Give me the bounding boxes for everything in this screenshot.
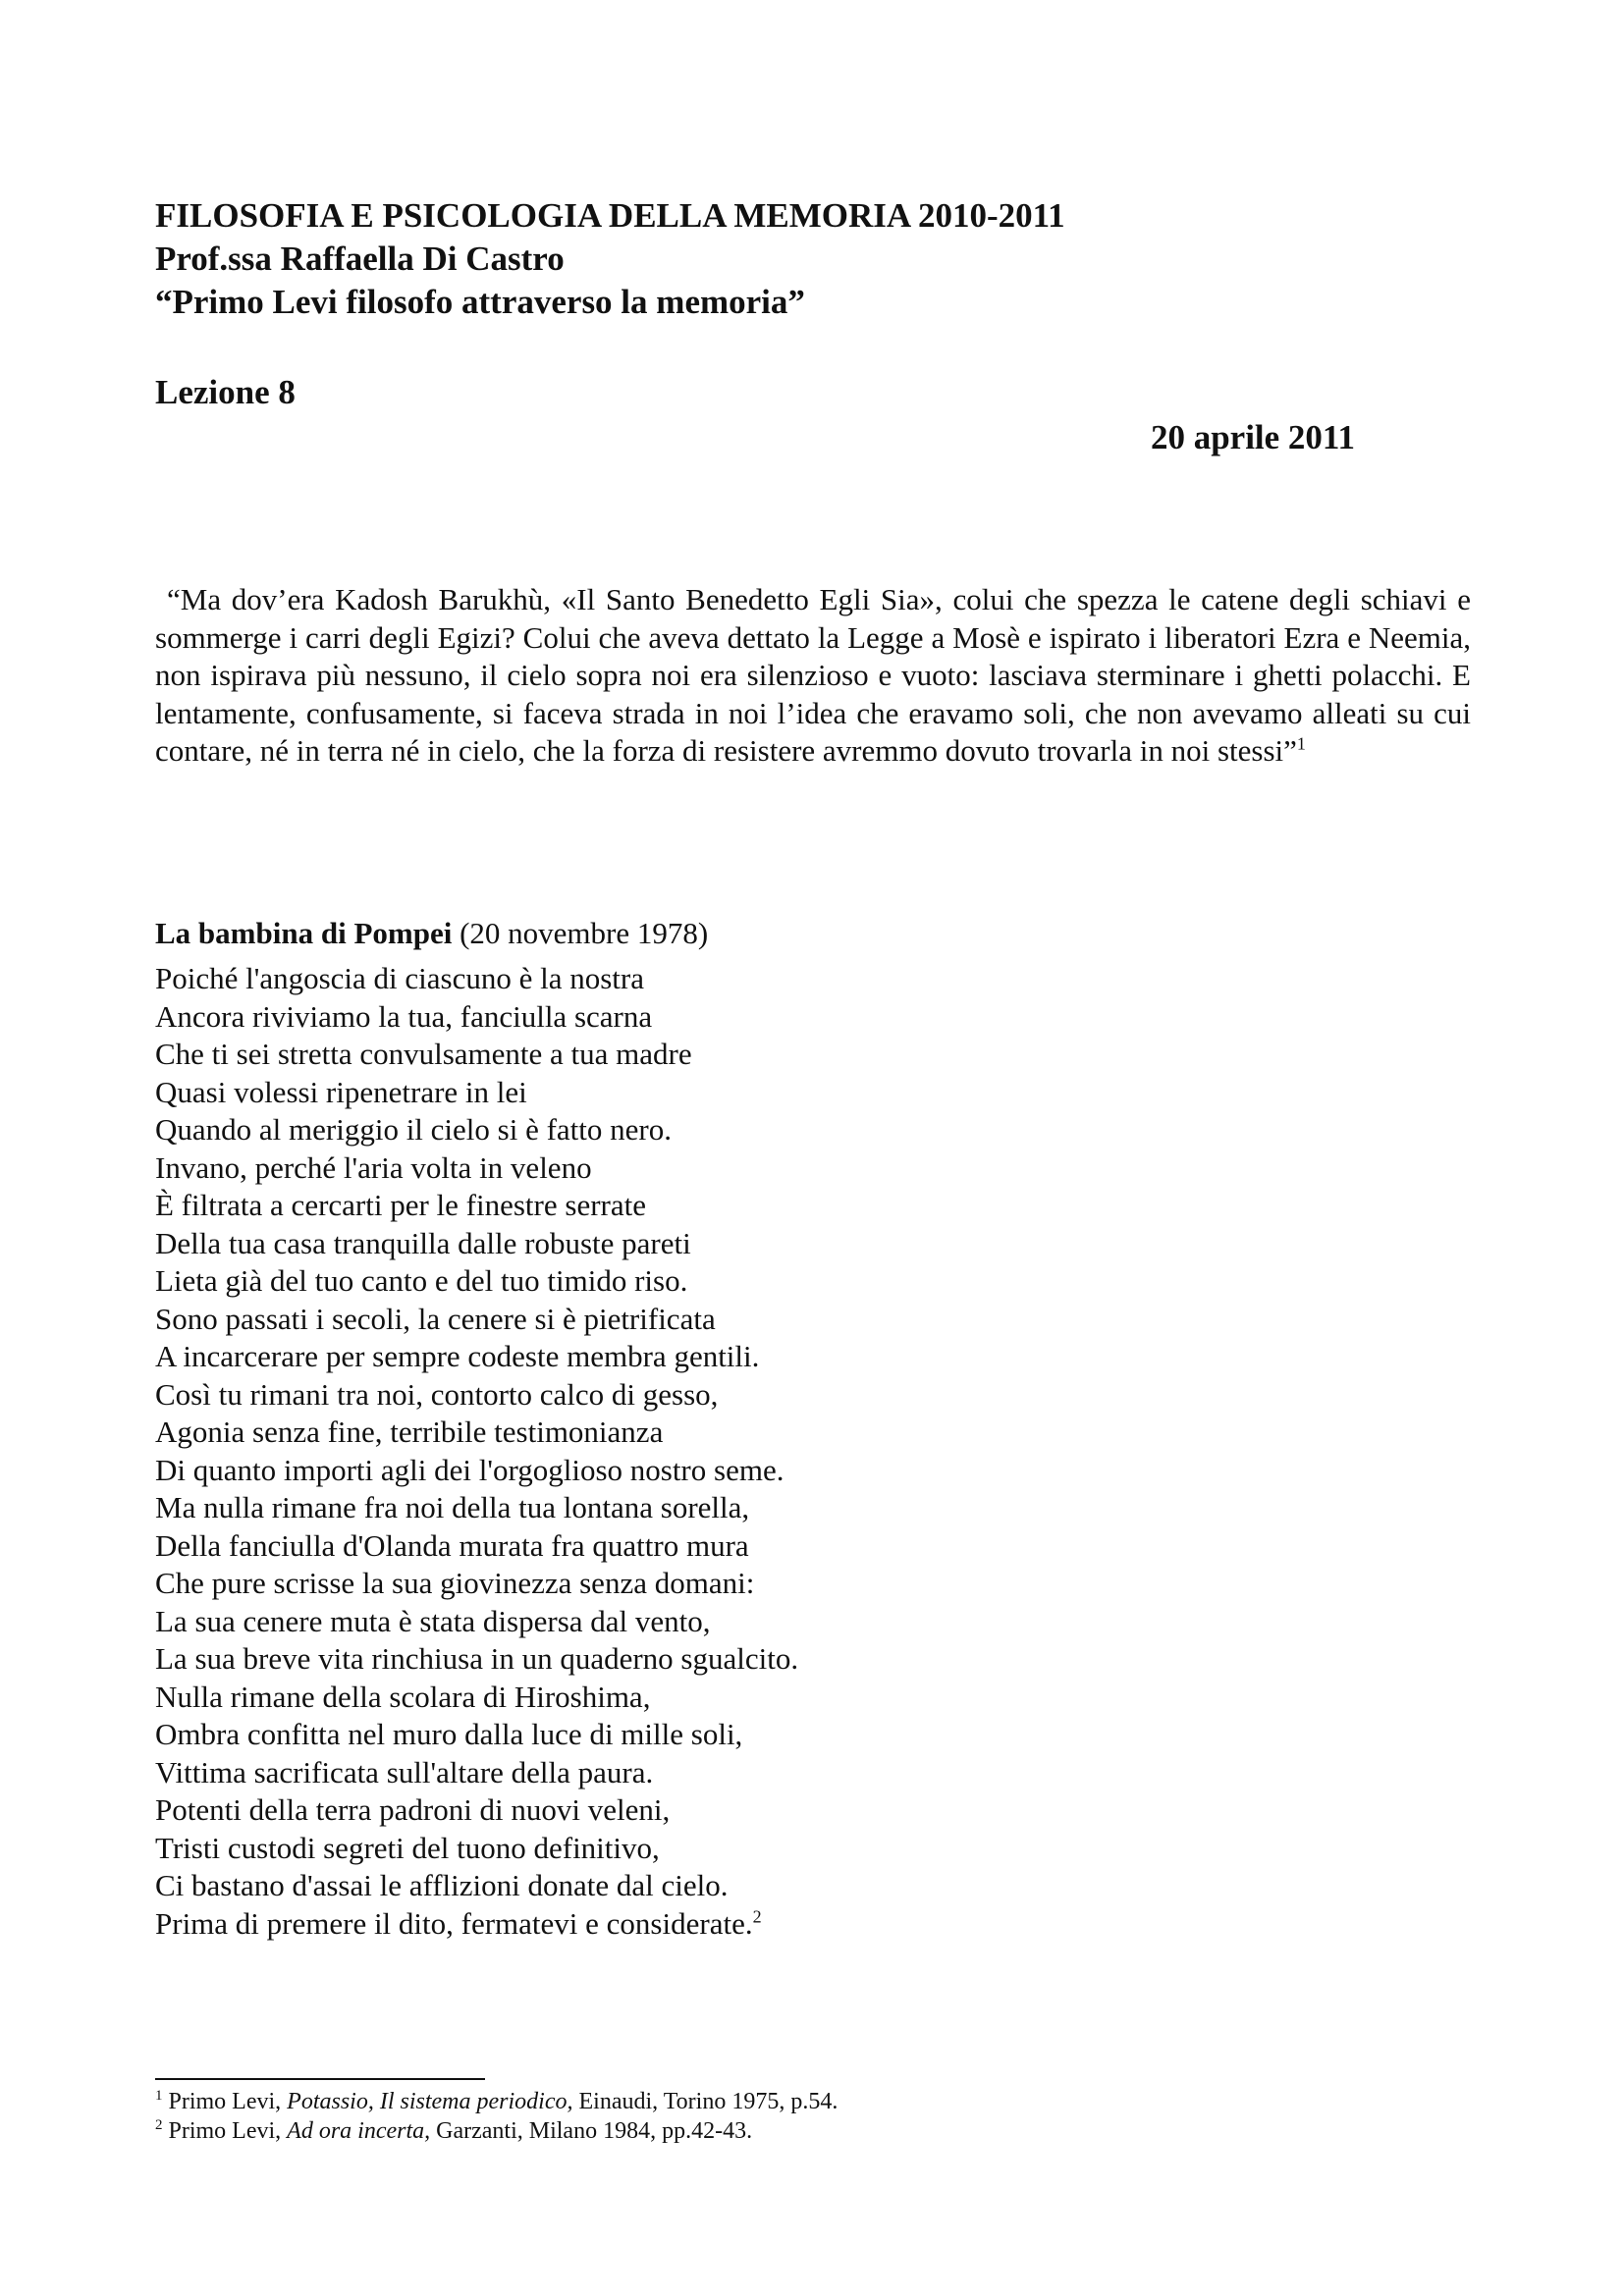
poem-line <box>155 998 798 1037</box>
poem-heading <box>155 915 708 953</box>
footnote-details: Einaudi, Torino 1975, p.54. <box>578 2089 839 2114</box>
poem-line <box>155 1414 798 1452</box>
poem-line-text: Della fanciulla d'Olanda murata fra quattro mura <box>155 1527 749 1563</box>
poem-line-text: Ci bastano d'assai le afflizioni donate dal cielo. <box>155 1868 729 1902</box>
poem-line-text: Ombra confitta nel muro dalla luce di mille soli, <box>155 1717 743 1751</box>
footnote-number: 2 <box>155 2117 163 2133</box>
poem-line-text: Ancora riviviamo la tua, fanciulla scarna <box>155 998 653 1034</box>
lesson-number: Lezione 8 <box>155 373 296 411</box>
poem-line-text: Che ti sei stretta convulsamente a tua madre <box>155 1037 692 1071</box>
poem-line-text: Quasi volessi ripenetrare in lei <box>155 1074 527 1109</box>
professor-name: Prof.ssa Raffaella Di Castro <box>155 240 565 278</box>
footnote-author: Primo Levi, <box>168 2118 282 2144</box>
poem-line-text: Tristi custodi segreti del tuono definitivo, <box>155 1830 660 1865</box>
footnote-ref-2: 2 <box>752 1906 762 1927</box>
poem-line <box>155 1527 798 1566</box>
footnote-author: Primo Levi, <box>168 2089 282 2114</box>
poem-line-text: Così tu rimani tra noi, contorto calco di gesso, <box>155 1376 719 1412</box>
footnote <box>155 2116 838 2146</box>
document-header <box>155 194 1363 324</box>
poem-line <box>155 1603 798 1641</box>
poem-line <box>155 1867 798 1905</box>
footnote-separator <box>155 2078 485 2080</box>
lesson-date: 20 aprile 2011 <box>1150 418 1355 456</box>
poem-line-text: Ma nulla rimane fra noi della tua lontana sorella, <box>155 1490 750 1524</box>
footnote-ref-1: 1 <box>1296 733 1306 754</box>
poem-line-text: Prima di premere il dito, fermatevi e considerate. <box>155 1905 753 1941</box>
poem-line-text: Agonia senza fine, terribile testimonianza <box>155 1415 664 1449</box>
poem-line-text: Nulla rimane della scolara di Hiroshima, <box>155 1679 651 1714</box>
poem-line <box>155 1301 798 1339</box>
poem-line-text: Invano, perché l'aria volta in veleno <box>155 1149 592 1185</box>
footnote <box>155 2087 838 2116</box>
poem-line <box>155 1149 798 1188</box>
poem-line-text: Potenti della terra padroni di nuovi veleni, <box>155 1792 671 1827</box>
poem-line <box>155 1489 798 1527</box>
poem-line <box>155 1452 798 1490</box>
poem-line <box>155 1640 798 1679</box>
footnote-details: Garzanti, Milano 1984, pp.42-43. <box>436 2118 753 2144</box>
poem-title: La bambina di Pompei <box>155 916 453 950</box>
poem-line <box>155 1262 798 1301</box>
poem-line <box>155 1036 798 1074</box>
poem-line-text: A incarcerare per sempre codeste membra gentili. <box>155 1339 760 1373</box>
poem-line-text: La sua breve vita rinchiusa in un quaderno sgualcito. <box>155 1641 799 1676</box>
poem-line-text: È filtrata a cercarti per le finestre serrate <box>155 1188 646 1222</box>
poem-line <box>155 1905 798 1944</box>
poem-line <box>155 960 798 998</box>
course-title: FILOSOFIA E PSICOLOGIA DELLA MEMORIA 2010-2011 <box>155 196 1065 235</box>
poem-body <box>155 960 798 1943</box>
poem-line <box>155 1754 798 1792</box>
poem-line-text: Quando al meriggio il cielo si è fatto nero. <box>155 1112 672 1147</box>
poem-line <box>155 1565 798 1603</box>
poem-line-text: La sua cenere muta è stata dispersa dal vento, <box>155 1603 711 1638</box>
footnote-number: 1 <box>155 2088 163 2104</box>
footnote-work: Potassio, Il sistema periodico, <box>287 2089 573 2114</box>
poem-line <box>155 1679 798 1717</box>
poem-line <box>155 1716 798 1754</box>
poem-line-text: Di quanto importi agli dei l'orgoglioso nostro seme. <box>155 1452 784 1487</box>
footnote-work: Ad ora incerta, <box>287 2118 431 2144</box>
poem-line <box>155 1830 798 1868</box>
footnotes <box>155 2087 838 2146</box>
poem-date: (20 novembre 1978) <box>460 916 709 950</box>
poem-line-text: Vittima sacrificata sull'altare della paura. <box>155 1754 654 1789</box>
opening-quote <box>155 581 1471 771</box>
poem-line <box>155 1187 798 1225</box>
poem-line-text: Sono passati i secoli, la cenere si è pietrificata <box>155 1301 716 1336</box>
poem-line-text: Poiché l'angoscia di ciascuno è la nostra <box>155 961 644 995</box>
poem-line-text: Che pure scrisse la sua giovinezza senza domani: <box>155 1566 755 1600</box>
poem-line <box>155 1225 798 1263</box>
poem-line <box>155 1791 798 1830</box>
poem-line <box>155 1376 798 1415</box>
poem-line <box>155 1338 798 1376</box>
poem-line-text: Della tua casa tranquilla dalle robuste pareti <box>155 1225 691 1260</box>
poem-line-text: Lieta già del tuo canto e del tuo timido riso. <box>155 1263 688 1298</box>
poem-line <box>155 1111 798 1149</box>
lecture-subtitle: “Primo Levi filosofo attraverso la memoria” <box>155 283 805 321</box>
poem-line <box>155 1074 798 1112</box>
quote-text: “Ma dov’era Kadosh Barukhù, «Il Santo Benedetto Egli Sia», colui che spezza le catene degli schiavi e sommerge i carri degli Egizi? Colui che aveva dettato la Legge a Mosè e ispirato i liberatori Ezra e Neemia, non ispirava più nessuno, il cielo sopra noi era silenzioso e vuoto: lasciava sterminare i ghetti polacchi. E lentamente, confusamente, si faceva strada in noi l’idea che eravamo soli, che non avevamo alleati su cui contare, né in terra né in cielo, che la forza di resistere avremmo dovuto trovarla in noi stessi” <box>155 582 1471 768</box>
